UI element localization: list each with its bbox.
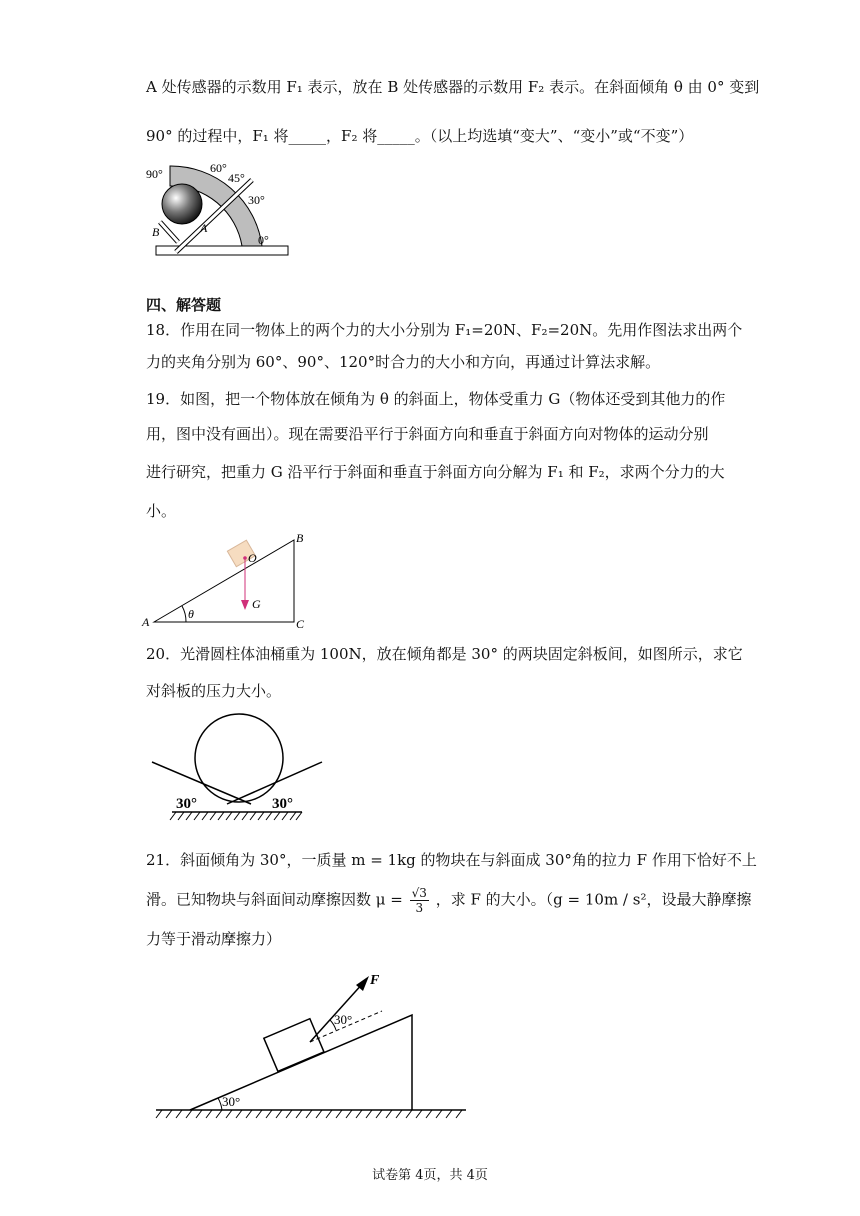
label-30: 30° (248, 193, 265, 207)
q19-line1: 19．如图，把一个物体放在倾角为 θ 的斜面上，物体受重力 G（物体还受到其他力的作 (146, 390, 726, 408)
label-60: 60° (210, 161, 227, 175)
q20-line1: 20．光滑圆柱体油桶重为 100N，放在倾角都是 30° 的两块固定斜板间，如图所示，求它 (146, 645, 743, 663)
page-footer: 试卷第 4页，共 4页 (372, 1168, 488, 1183)
label-force-angle: 30° (334, 1012, 353, 1027)
label-F: F (370, 973, 380, 988)
q19-line4: 小。 (146, 502, 177, 520)
oil-drum (195, 714, 283, 802)
q20-figure (150, 712, 326, 824)
q19-line2: 用，图中没有画出）。现在需要沿平行于斜面方向和垂直于斜面方向对物体的运动分别 (146, 425, 709, 443)
q21-line2-start: 滑。已知物块与斜面间动摩擦因数 μ = (146, 890, 403, 909)
label-theta: θ (188, 607, 194, 621)
label-0: 0° (258, 233, 269, 247)
q21-line2-end: ，求 F 的大小。（g = 10m / s²，设最大静摩擦 (435, 890, 752, 909)
q21-line3: 力等于滑动摩擦力） (146, 930, 282, 948)
q18-line1: 18．作用在同一物体上的两个力的大小分别为 F₁=20N、F₂=20N。先用作图法求出两个 (146, 321, 743, 339)
mu-denominator: 3 (415, 901, 424, 915)
section-title: 四、解答题 (146, 296, 222, 314)
incline-triangle (154, 540, 294, 622)
q17-figure (140, 158, 300, 262)
q18-line2: 力的夹角分别为 60°、90°、120°时合力的大小和方向，再通过计算法求解。 (146, 353, 661, 371)
label-right-angle: 30° (272, 796, 293, 812)
q21-figure (150, 960, 470, 1132)
label-base-angle: 30° (222, 1094, 241, 1109)
q17-line1: A 处传感器的示数用 F₁ 表示，放在 B 处传感器的示数用 F₂ 表示。在斜面倾角 θ 由 0° 变到 (146, 78, 760, 96)
label-C: C (296, 617, 305, 631)
block (264, 1019, 324, 1072)
q20-line2: 对斜板的压力大小。 (146, 682, 282, 700)
mu-fraction (410, 886, 429, 915)
q19-line3: 进行研究，把重力 G 沿平行于斜面和垂直于斜面方向分解为 F₁ 和 F₂，求两个分力的大 (146, 463, 725, 481)
theta-arc (182, 606, 186, 622)
label-A: A (200, 221, 208, 235)
label-B: B (152, 225, 160, 239)
label-left-angle: 30° (176, 796, 197, 812)
label-O: O (248, 551, 257, 565)
label-90: 90° (146, 167, 163, 181)
ground-hatch (170, 812, 302, 820)
ground-hatch (156, 1110, 462, 1118)
label-A: A (142, 615, 150, 629)
mu-numerator: √3 (411, 886, 427, 900)
ball (162, 184, 202, 224)
q17-line2: 90° 的过程中，F₁ 将_____，F₂ 将_____。（以上均选填“变大”、“变小”或“不变”） (146, 127, 694, 145)
label-G: G (252, 597, 261, 611)
q21-line1: 21．斜面倾角为 30°，一质量 m = 1kg 的物块在与斜面成 30°角的拉力 F 作用下恰好不上 (146, 851, 757, 869)
label-45: 45° (228, 171, 245, 185)
label-B: B (296, 531, 304, 545)
q19-figure (140, 530, 320, 632)
q21-line2 (146, 886, 751, 915)
